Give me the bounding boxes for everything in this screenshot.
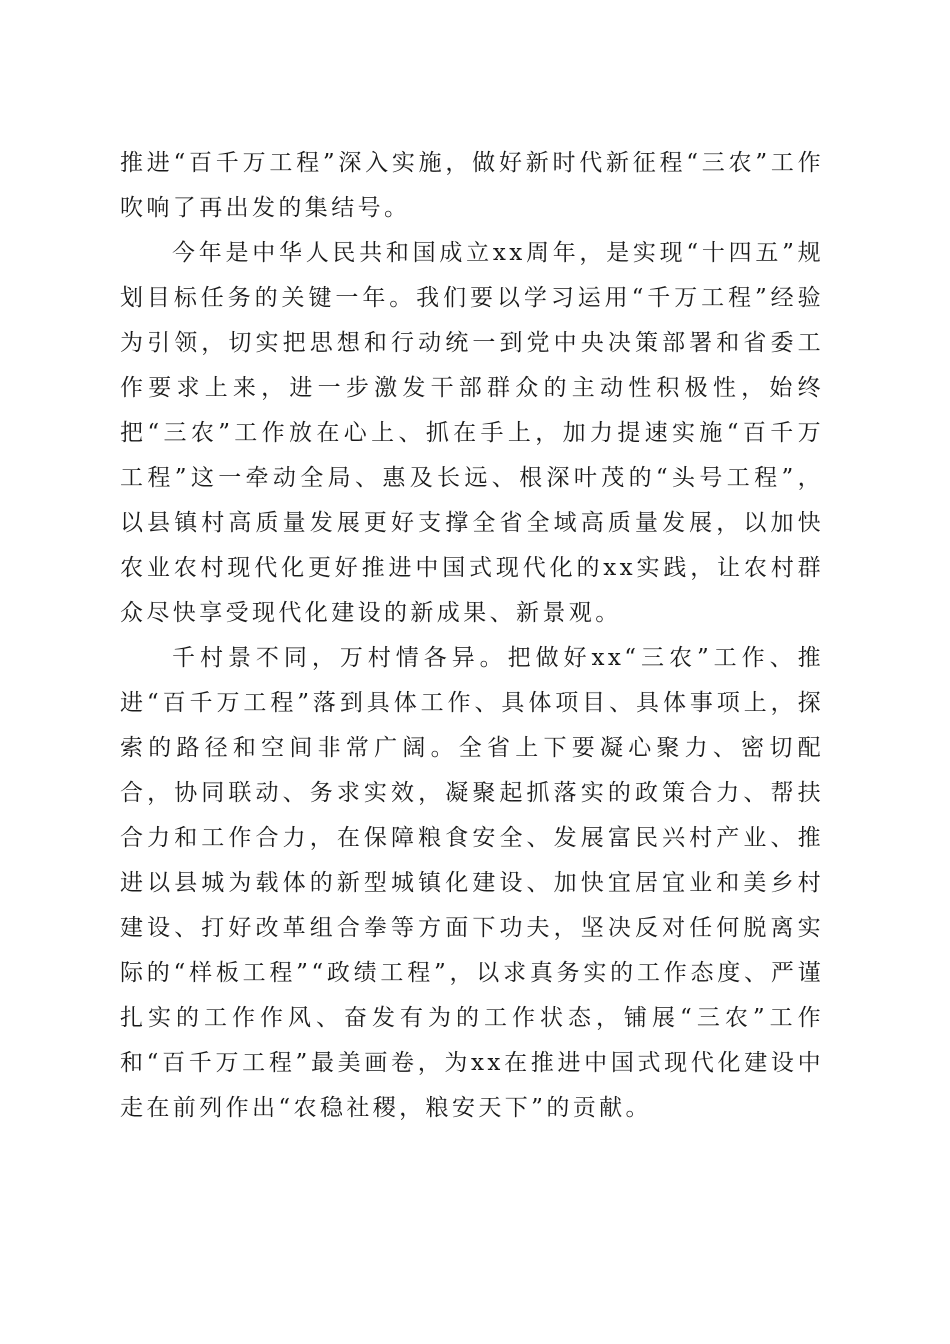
paragraph-2: 今年是中华人民共和国成立xx周年，是实现“十四五”规划目标任务的关键一年。我们要以学习运用“千万工程”经验为引领，切实把思想和行动统一到党中央决策部署和省委工作要求上来，进一步激发干部群众的主动性积极性，始终把“三农”工作放在心上、抓在手上，加力提速实施“百千万工程”这一牵动全局、惠及长远、根深叶茂的“头号工程”，以县镇村高质量发展更好支撑全省全域高质量发展，以加快农业农村现代化更好推进中国式现代化的xx实践，让农村群众尽快享受现代化建设的新成果、新景观。 xyxy=(120,240,824,626)
paragraph-1: 推进“百千万工程”深入实施，做好新时代新征程“三农”工作吹响了再出发的集结号。 xyxy=(120,150,824,221)
document-body xyxy=(120,141,824,1131)
paragraph-3: 千村景不同，万村情各异。把做好xx“三农”工作、推进“百千万工程”落到具体工作、具体项目、具体事项上，探索的路径和空间非常广阔。全省上下要凝心聚力、密切配合，协同联动、务求实效，凝聚起抓落实的政策合力、帮扶合力和工作合力，在保障粮食安全、发展富民兴村产业、推进以县城为载体的新型城镇化建设、加快宜居宜业和美乡村建设、打好改革组合拳等方面下功夫，坚决反对任何脱离实际的“样板工程”“政绩工程”，以求真务实的工作态度、严谨扎实的工作作风、奋发有为的工作状态，铺展“三农”工作和“百千万工程”最美画卷，为xx在推进中国式现代化建设中走在前列作出“农稳社稷，粮安天下”的贡献。 xyxy=(120,645,824,1121)
